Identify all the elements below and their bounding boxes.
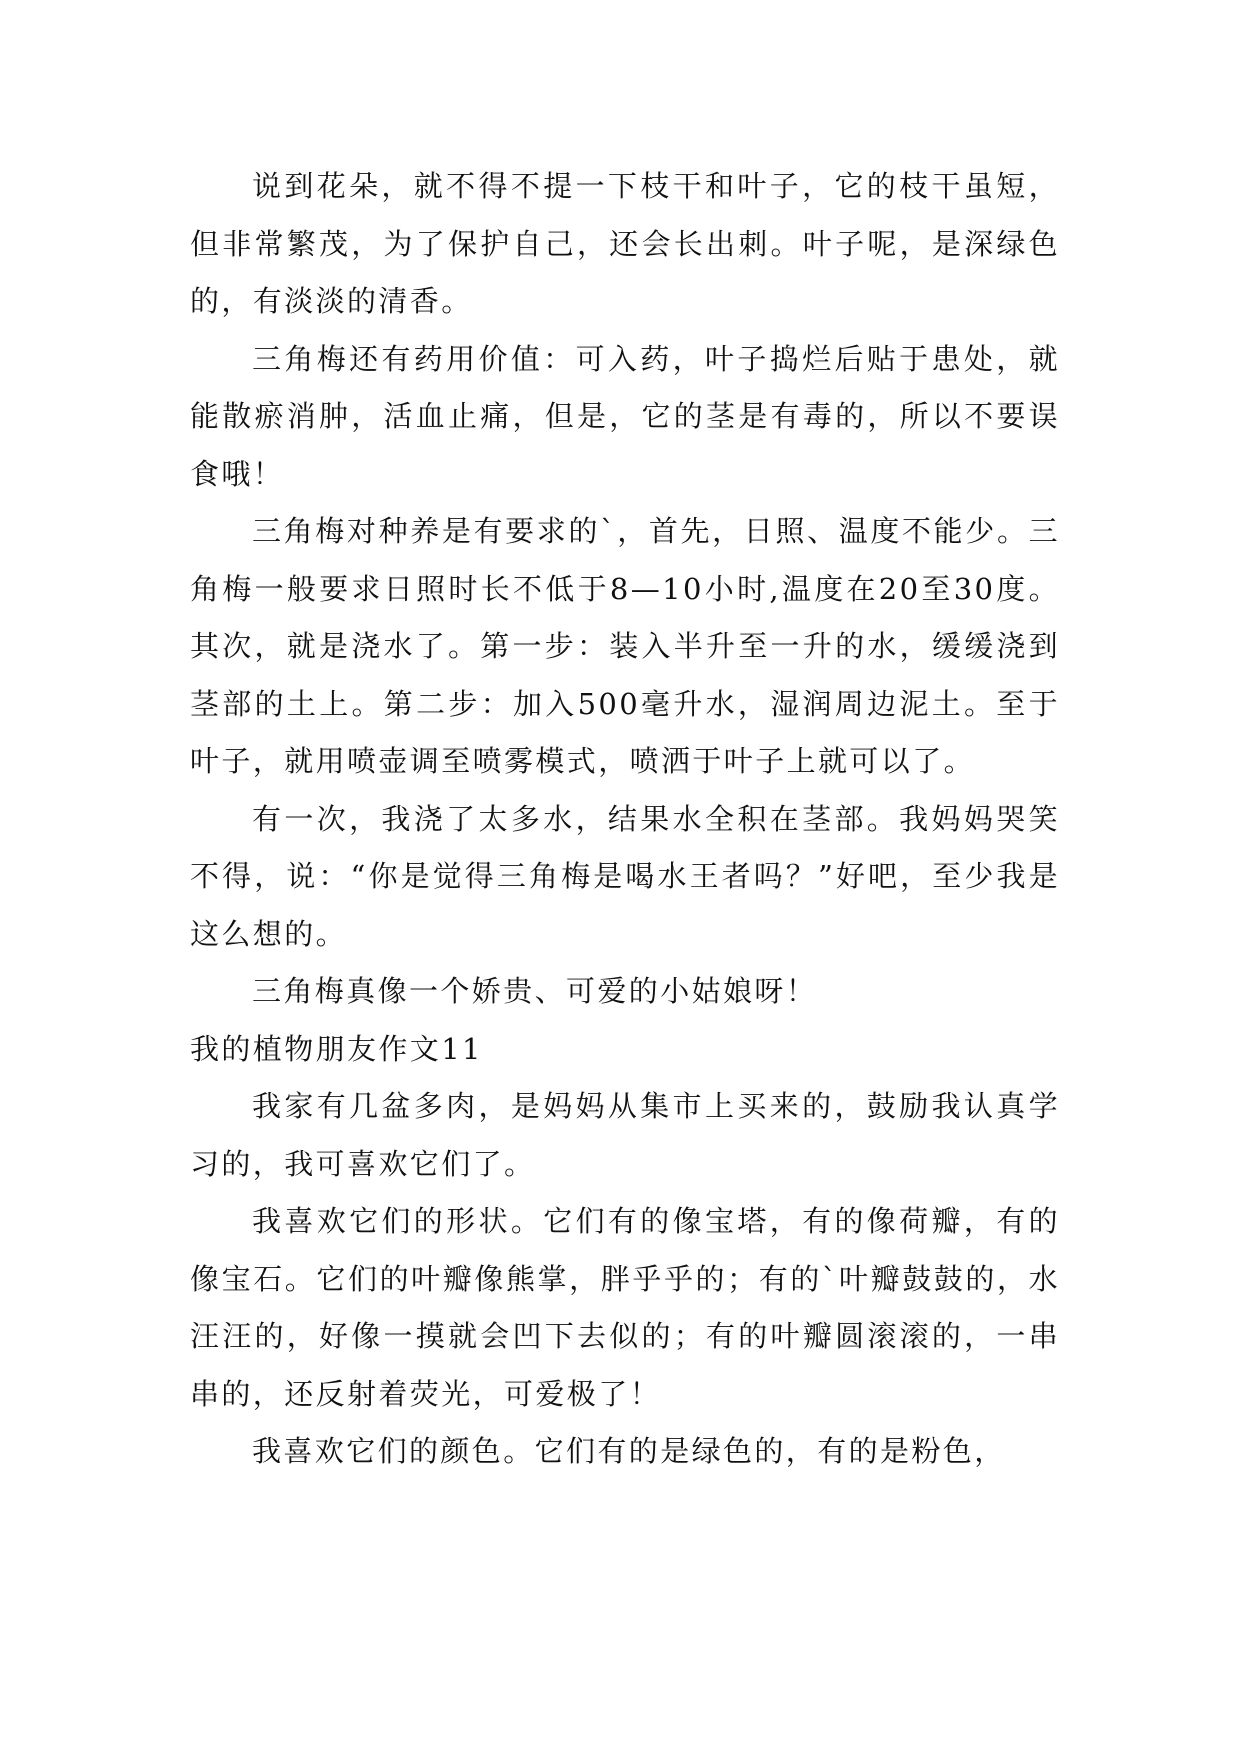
paragraph-medicinal-value: 三角梅还有药用价值：可入药，叶子捣烂后贴于患处，就能散瘀消肿，活血止痛，但是，它的茎是有毒的，所以不要误食哦！ xyxy=(190,341,1060,491)
paragraph-succulents-color: 我喜欢它们的颜色。它们有的是绿色的，有的是粉色， xyxy=(252,1434,1006,1468)
section-title: 我的植物朋友作文11 xyxy=(190,1031,483,1066)
document-body xyxy=(190,158,1060,1481)
paragraph-branches-leaves: 说到花朵，就不得不提一下枝干和叶子，它的枝干虽短，但非常繁茂，为了保护自己，还会长出刺。叶子呢，是深绿色的，有淡淡的清香。 xyxy=(190,169,1060,318)
paragraph-succulents-intro: 我家有几盆多肉，是妈妈从集市上买来的，鼓励我认真学习的，我可喜欢它们了。 xyxy=(190,1089,1060,1181)
paragraph-conclusion: 三角梅真像一个娇贵、可爱的小姑娘呀！ xyxy=(252,974,818,1008)
paragraph-cultivation: 三角梅对种养是有要求的`，首先，日照、温度不能少。三角梅一般要求日照时长不低于8—10小时,温度在20至30度。其次，就是浇水了。第一步：装入半升至一升的水，缓缓浇到茎部的土上。第二步：加入500毫升水，湿润周边泥土。至于叶子，就用喷壶调至喷雾模式，喷洒于叶子上就可以了。 xyxy=(190,514,1060,778)
paragraph-anecdote: 有一次，我浇了太多水，结果水全积在茎部。我妈妈哭笑不得，说：“你是觉得三角梅是喝水王者吗？”好吧，至少我是这么想的。 xyxy=(190,801,1060,951)
paragraph-succulents-shape: 我喜欢它们的形状。它们有的像宝塔，有的像荷瓣，有的像宝石。它们的叶瓣像熊掌，胖乎乎的；有的`叶瓣鼓鼓的，水汪汪的，好像一摸就会凹下去似的；有的叶瓣圆滚滚的，一串串的，还反射着荧光，可爱极了！ xyxy=(190,1204,1060,1411)
